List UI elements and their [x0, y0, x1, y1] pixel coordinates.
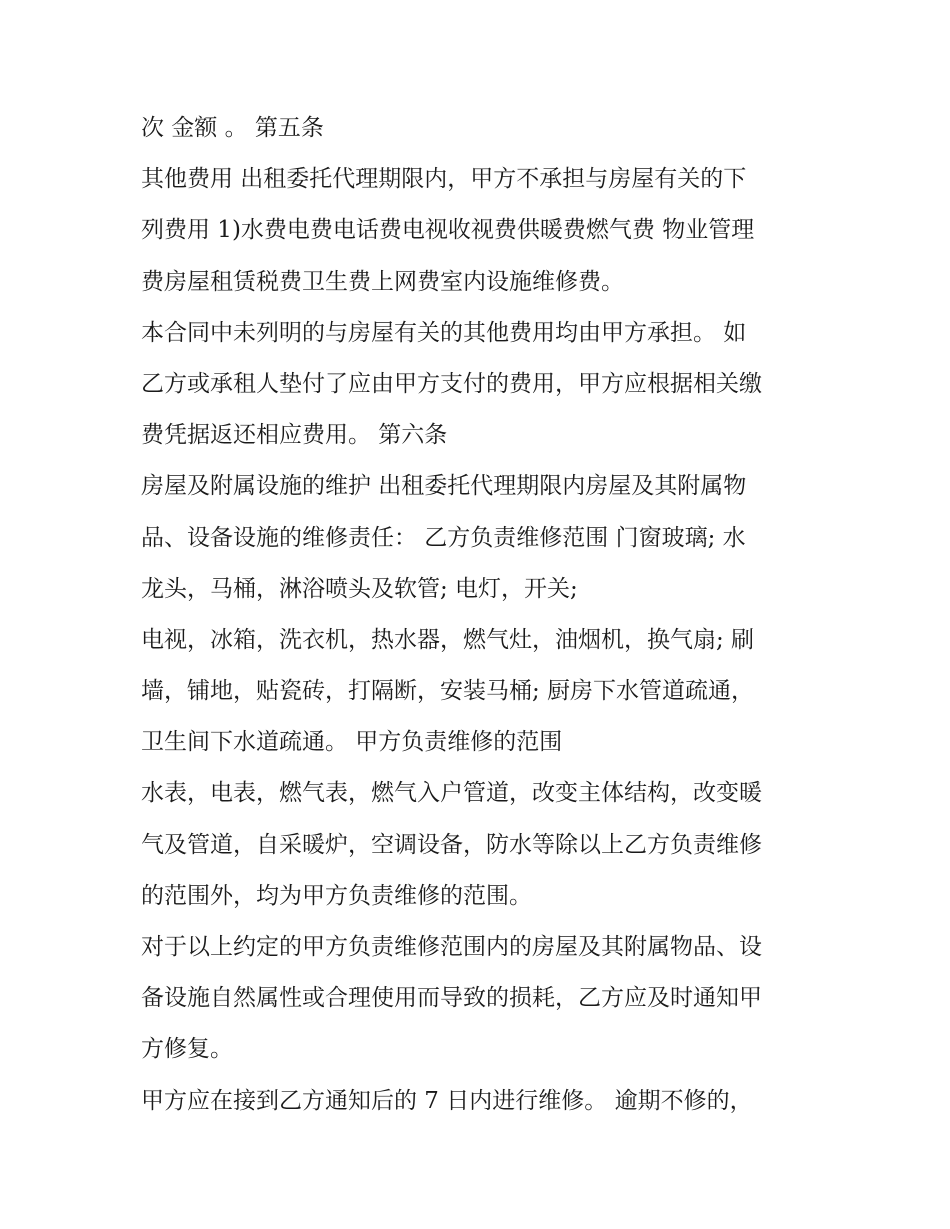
text-line: 气及管道，自采暖炉，空调设备，防水等除以上乙方负责维修 — [141, 831, 762, 858]
text-line: 水表，电表，燃气表，燃气入户管道，改变主体结构，改变暖 — [141, 780, 762, 807]
text-line: 次 金额 。 第五条 — [141, 115, 324, 141]
text-line: 品、设备设施的维修责任： 乙方负责维修范围 门窗玻璃; 水 — [141, 524, 746, 551]
text-line: 列费用 1)水费电费电话费电视收视费供暖费燃气费 物业管理 — [141, 217, 755, 244]
text-line: 房屋及附属设施的维护 出租委托代理期限内房屋及其附属物 — [141, 473, 747, 500]
text-line: 甲方应在接到乙方通知后的 7 日内进行维修。 逾期不修的， — [141, 1087, 753, 1114]
text-line: 费房屋租赁税费卫生费上网费室内设施维修费。 — [141, 268, 624, 295]
text-line: 墙，铺地，贴瓷砖，打隔断，安装马桶; 厨房下水管道疏通， — [141, 678, 755, 705]
text-line: 乙方或承租人垫付了应由甲方支付的费用，甲方应根据相关缴 — [141, 370, 762, 397]
text-line: 对于以上约定的甲方负责维修范围内的房屋及其附属物品、设 — [141, 934, 762, 960]
text-line: 的范围外，均为甲方负责维修的范围。 — [141, 882, 532, 909]
text-line: 方修复。 — [141, 1036, 233, 1063]
text-line: 电视，冰箱，洗衣机，热水器，燃气灶，油烟机，换气扇; 刷 — [141, 626, 755, 653]
text-line: 备设施自然属性或合理使用而导致的损耗，乙方应及时通知甲 — [141, 985, 762, 1012]
text-line: 卫生间下水道疏通。 甲方负责维修的范围 — [141, 729, 563, 756]
text-line: 龙头，马桶，淋浴喷头及软管; 电灯，开关; — [141, 575, 578, 602]
document-body — [141, 103, 831, 1127]
text-line: 费凭据返还相应费用。 第六条 — [141, 422, 448, 449]
text-line: 本合同中未列明的与房屋有关的其他费用均由甲方承担。 如 — [141, 319, 747, 346]
text-line: 其他费用 出租委托代理期限内，甲方不承担与房屋有关的下 — [141, 166, 747, 193]
